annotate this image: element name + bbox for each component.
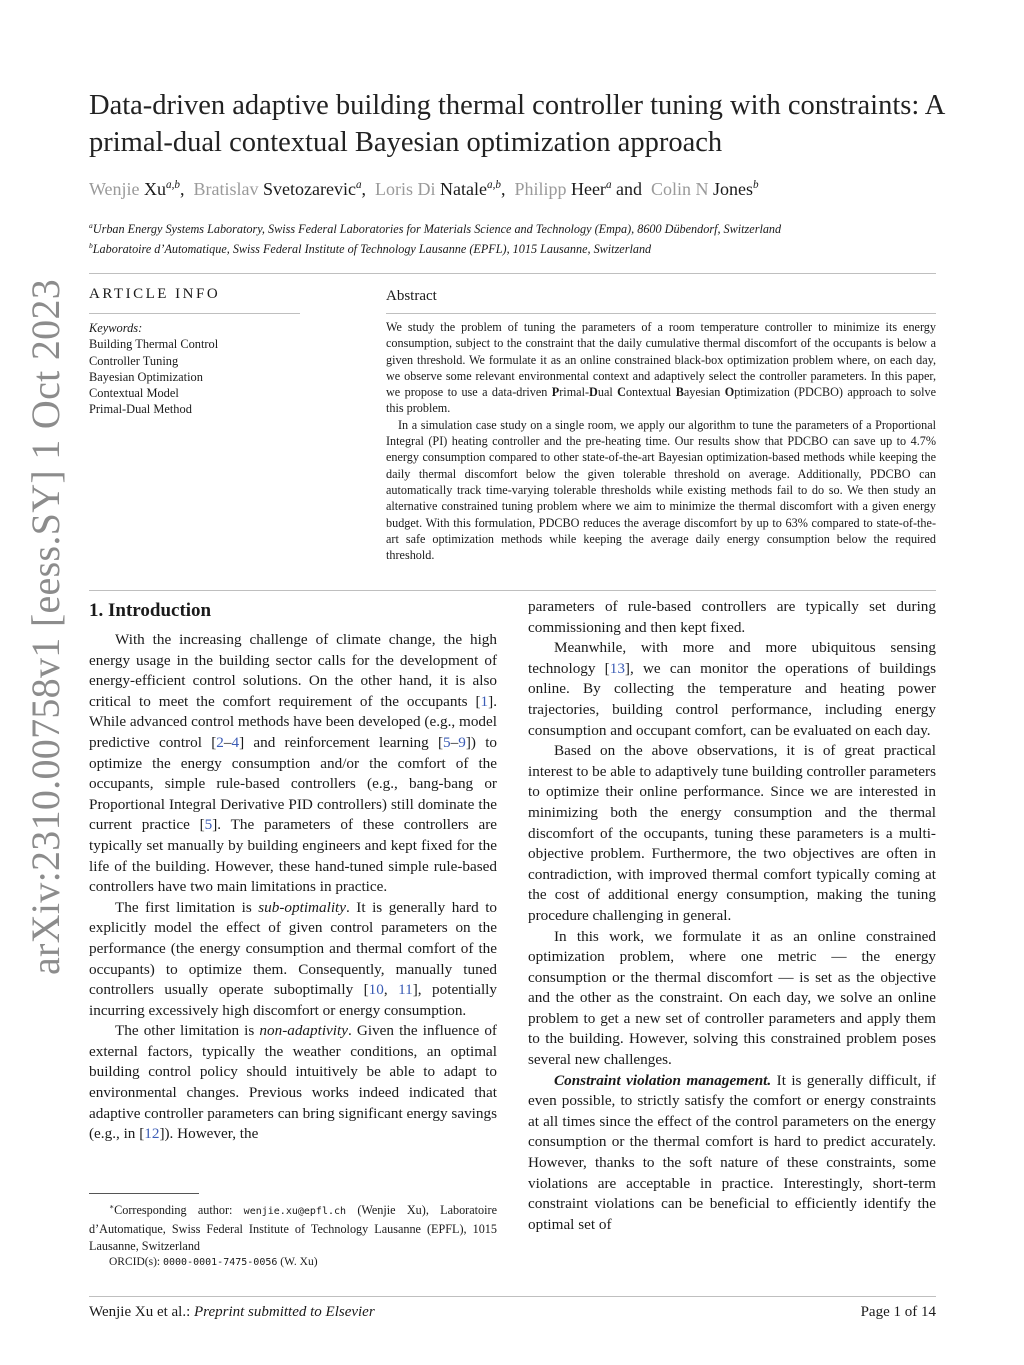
affiliation: $^a$Urban Energy Systems Laboratory, Swiss Federal Laboratories for Materials Science and Technology (Empa), 8600 Dübendorf, Switzerland [89,221,782,237]
paragraph: Constraint violation management. It is generally difficult, if even possible, to strictly satisfy the comfort or energy constraints at all times since the effect of the control parameters on the energy consumption or the thermal comfort is hard to predict accurately. However, thanks to the soft nature of these constraints, some violations are acceptable in practice. Interestingly, short-term constraint violations can be beneficial to efficiently identify the optimal set of [528,1071,936,1233]
author[interactable]: Colin N Jones$^b$ [651,179,759,199]
citation-link[interactable]: 11 [398,981,413,999]
author[interactable]: Loris Di Natale$^{a,b}$ [375,179,501,199]
keyword: Primal-Dual Method [89,402,192,417]
section-heading: 1. Introduction [89,600,212,621]
keyword: Bayesian Optimization [89,369,203,384]
paragraph: parameters of rule-based controllers are typically set during commissioning and then kept fixed. [528,598,936,636]
divider [89,1296,936,1297]
author[interactable]: Bratislav Svetozarevic$^a$ [193,179,362,199]
citation-link[interactable]: 1 [480,692,489,710]
abstract-heading: Abstract [386,288,437,304]
footnote-orcid: ORCID(s): 0000-0001-7475-0056 (W. Xu) [109,1256,318,1269]
email-link[interactable]: wenjie.xu@epfl.ch [243,1206,347,1218]
footnote-corresponding: ∗Corresponding author: wenjie.xu@epfl.ch (Wenjie Xu), Laboratoire d’Automatique, Swiss Federal Institute of Technology Lausanne (EPFL), 1015 Lausanne, Switzerland [89,1202,497,1253]
arxiv-identifier: arXiv:2310.00758v1 [eess.SY] 1 Oct 2023 [23,278,68,975]
keyword: Controller Tuning [89,353,179,368]
paragraph: The first limitation is sub-optimality. It is generally hard to explicitly model the effect of given control parameters on the performance (the energy consumption and thermal comfort of the occupants) to optimize them. Consequently, manually tuned controllers usually operate suboptimally [10, 11], potentially incurring excessively high discomfort or energy consumption. [89,898,498,1019]
orcid-link[interactable]: 0000-0001-7475-0056 [163,1257,278,1269]
keywords [89,320,369,418]
affiliation: $^b$Laboratoire d’Automatique, Swiss Federal Institute of Technology Lausanne (EPFL), 1015 Lausanne, Switzerland [89,241,652,257]
paragraph: With the increasing challenge of climate change, the high energy usage in the building sector calls for the development of energy-efficient control solutions. On the other hand, it is also critical to meet the comfort requirement of the occupants [1]. While advanced control methods have been developed (e.g., model predictive control [2–4] and reinforcement learning [5–9]) to optimize the energy consumption and/or the comfort of the occupants, simple rule-based controllers (e.g., bang-bang or Proportional Integral Derivative PID controllers) still dominate the current practice [5]. The parameters of these controllers are typically set manually by building engineers and kept fixed for the life of the building. However, these hand-tuned simple rule-based controllers have two main limitations in practice. [89,631,498,896]
divider [89,313,300,314]
divider [89,590,936,591]
author[interactable]: Wenjie Xu$^{a,b}$ [89,179,180,199]
right-column [528,597,936,1235]
divider [386,313,936,314]
paragraph: In this work, we formulate it as an online constrained optimization problem, where one metric — the energy consumption or the thermal discomfort — is set as the objective and the other as the constraint. On each day, we solve an online problem to get a new set of controller parameters and apply them to the building. However, solving this constrained problem poses several new challenges. [528,927,936,1069]
citation-link[interactable]: 9 [458,733,466,751]
author-list: Wenjie Xu$^{a,b}$, Bratislav Svetozarevic$^a$, Loris Di Natale$^{a,b}$, Philipp Heer$^a$ and Colin N Jones$^b$ [89,179,759,199]
running-footer: Wenjie Xu et al.: Preprint submitted to Elsevier [89,1304,375,1320]
keyword: Building Thermal Control [89,337,219,352]
citation-link[interactable]: 5 [204,816,213,834]
page-number: Page 1 of 14 [860,1304,936,1320]
footnote [89,1199,497,1272]
citation-link[interactable]: 5 [443,733,451,751]
paragraph: Meanwhile, with more and more ubiquitous sensing technology [13], we can monitor the operations of buildings online. By collecting the temperature and heating power trajectories, building control performance, including energy consumption and occupant comfort, can be evaluated on each day. [528,639,936,739]
citation-link[interactable]: 13 [609,659,625,677]
footnote-rule [89,1193,199,1194]
paper-title: Data-driven adaptive building thermal controller tuning with constraints: A primal-dual contextual Bayesian optimization approach [89,90,944,158]
abstract-body [386,319,936,563]
citation-link[interactable]: 4 [231,733,240,751]
left-column [89,630,497,1145]
divider [89,273,936,274]
citation-link[interactable]: 10 [368,981,384,999]
citation-link[interactable]: 2 [216,733,224,751]
article-info-heading: ARTICLE INFO [89,286,221,302]
keyword: Contextual Model [89,386,179,401]
keywords-label: Keywords: [89,321,143,335]
citation-link[interactable]: 12 [144,1125,160,1143]
abstract-paragraph: We study the problem of tuning the parameters of a room temperature controller to minimize its energy consumption, subject to the constraint that the daily cumulative thermal discomfort of the occupants is below a given threshold. We formulate it as an online constrained black-box optimization problem where, on each day, we observe some relevant environmental context and adaptively select the controller parameters. In this paper, we propose to use a data-driven Primal-Dual Contextual Bayesian Optimization (PDCBO) approach to solve this problem. [386,320,936,416]
paragraph: The other limitation is non-adaptivity. Given the influence of external factors, typically the weather conditions, an optimal building control policy should intuitively be able to adapt to environmental changes. Previous works indeed indicated that adaptive controller parameters can bring significant energy savings (e.g., in [12]). However, the [89,1022,497,1143]
author[interactable]: Philipp Heer$^a$ [514,179,612,199]
abstract-paragraph: In a simulation case study on a single room, we apply our algorithm to tune the parameters of a Proportional Integral (PI) heating controller and the pre-heating time. Our results show that PDCBO can save up to 4.7% energy consumption compared to other state-of-the-art Bayesian optimization-based methods while keeping the daily thermal discomfort below the given tolerable threshold on average. Additionally, PDCBO can automatically track time-varying tolerable thresholds while existing methods fail to do so. We then study an alternative constrained tuning problem where we aim to minimize the thermal discomfort with a given energy budget. With this formulation, PDCBO reduces the average discomfort by up to 63% compared to state-of-the-art safe optimization methods while keeping the average daily energy consumption below the required threshold. [386,417,936,563]
paragraph: Based on the above observations, it is of great practical interest to be able to adaptively tune building controller parameters to optimize their online performance. Since we are interested in minimizing both the energy consumption and the thermal discomfort of the occupants, tuning these parameters is a multi-objective problem. Furthermore, the two objectives are often in contradiction, with improved thermal comfort typically coming at the cost of additional energy consumption, making the tuning procedure challenging in general. [528,742,936,924]
